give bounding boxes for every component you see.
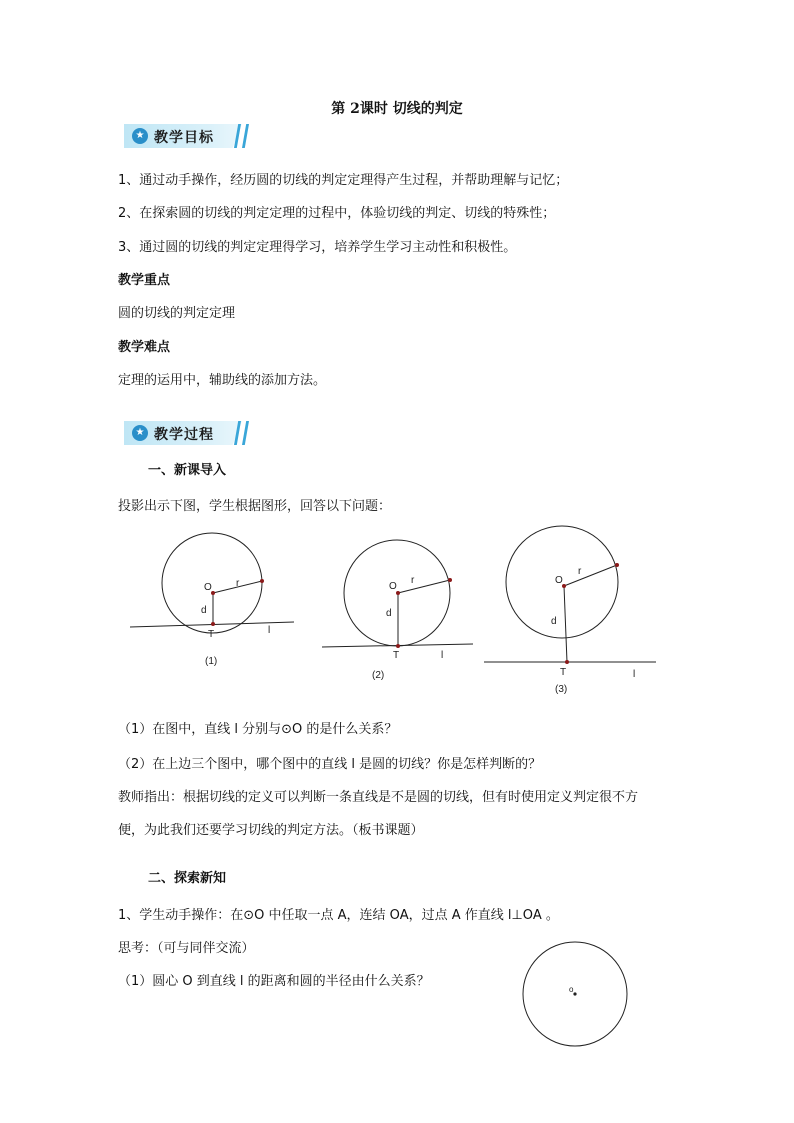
think-prompt: 思考：（可与同伴交流）	[118, 941, 255, 956]
caption-figure3: (3)	[555, 684, 568, 695]
part1-intro: 投影出示下图，学生根据图形，回答以下问题：	[118, 499, 392, 514]
question: （1）在图中，直线 l 分别与⊙O 的是什么关系？	[118, 722, 398, 737]
tangent-figures	[0, 520, 794, 700]
caption-figure2: (2)	[372, 670, 385, 681]
part2-step: 1、学生动手操作：在⊙O 中任取一点 A，连结 OA，过点 A 作直线 l⊥OA 。	[118, 908, 559, 923]
goal-item: 3、通过圆的切线的判定定理得学习，培养学生学习主动性和积极性。	[118, 240, 517, 255]
goal-item: 1、通过动手操作，经历圆的切线的判定定理得产生过程，并帮助理解与记忆；	[118, 173, 569, 188]
label-radius: r	[411, 575, 415, 586]
section-title: 教学目标	[154, 130, 214, 146]
label-radius: r	[236, 578, 240, 589]
label-point: T	[393, 650, 400, 661]
key-text: 圆的切线的判定定理	[118, 306, 236, 321]
part1-heading: 一、新课导入	[148, 463, 227, 478]
figure2-radius	[398, 580, 450, 593]
trophy-icon: ★	[132, 128, 148, 144]
part2-heading: 二、探索新知	[148, 871, 227, 886]
label-center: o	[569, 985, 574, 994]
section-banner-process	[124, 421, 250, 445]
section-banner-goals	[124, 124, 250, 148]
teacher-note: 教师指出：根据切线的定义可以判断一条直线是不是圆的切线，但有时使用定义判定很不方	[118, 790, 639, 805]
label-point: T	[560, 667, 567, 678]
label-distance: d	[551, 616, 557, 627]
label-distance: d	[201, 605, 207, 616]
question: （2）在上边三个图中，哪个图中的直线 l 是圆的切线？你是怎样判断的？	[118, 757, 542, 772]
figure3-distance	[564, 586, 567, 662]
label-center: O	[204, 582, 212, 593]
trophy-icon: ★	[132, 425, 148, 441]
label-line: l	[268, 625, 271, 636]
teacher-note: 便，为此我们还要学习切线的判定方法。（板书课题）	[118, 823, 424, 838]
figure1-circle	[162, 533, 262, 633]
figure3-radius	[564, 565, 617, 586]
label-point: T	[208, 629, 215, 640]
key-heading: 教学重点	[118, 273, 171, 288]
caption-figure1: (1)	[205, 656, 218, 667]
practice-circle-figure	[518, 938, 634, 1054]
section-title: 教学过程	[154, 427, 214, 443]
label-center: O	[389, 581, 397, 592]
label-center: O	[555, 575, 563, 586]
part2-question: （1）圆心 O 到直线 l 的距离和圆的半径由什么关系？	[118, 974, 430, 989]
label-distance: d	[386, 608, 392, 619]
difficulty-heading: 教学难点	[118, 340, 171, 355]
label-radius: r	[578, 566, 582, 577]
label-line: l	[633, 669, 636, 680]
label-line: l	[441, 650, 444, 661]
goal-item: 2、在探索圆的切线的判定定理的过程中，体验切线的判定、切线的特殊性；	[118, 206, 556, 221]
difficulty-text: 定理的运用中，辅助线的添加方法。	[118, 373, 327, 388]
page-title: 第 2课时 切线的判定	[331, 101, 463, 117]
